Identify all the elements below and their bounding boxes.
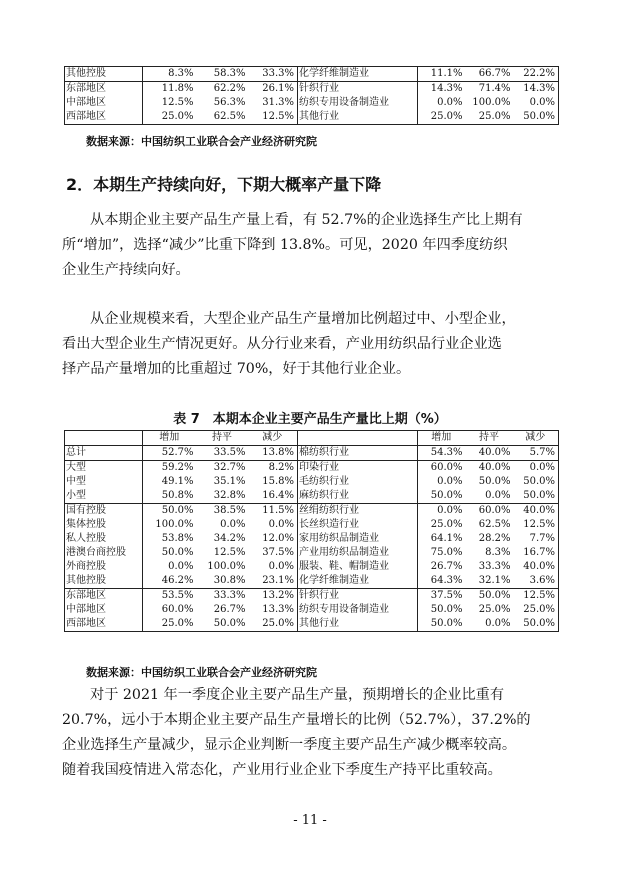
value-cell: 58.3%	[197, 67, 249, 82]
value-cell: 32.8%	[197, 489, 249, 504]
value-cell: 50.0%	[161, 547, 194, 558]
value-cell: 37.5%	[430, 590, 463, 601]
value-cell: 64.3%	[418, 574, 466, 589]
table-row	[65, 617, 559, 632]
value-cell: 0.0%	[514, 96, 559, 110]
column-header: 减少	[249, 431, 298, 446]
value-cell: 0.0%	[249, 518, 298, 532]
value-cell: 50.0%	[430, 604, 463, 615]
value-cell: 28.2%	[478, 533, 511, 544]
paragraph-line: 对于 2021 年一季度企业主要产品生产量，预期增长的企业比重有	[90, 687, 505, 703]
value-cell: 52.7%	[143, 446, 197, 461]
value-cell: 37.5%	[249, 546, 298, 560]
row-label-cell: 私人控股	[65, 532, 143, 546]
value-cell: 30.8%	[197, 574, 249, 589]
paragraph-line: 从企业规模来看，大型企业产品生产量增加比例超过中、小型企业，	[90, 311, 516, 327]
value-cell: 32.1%	[466, 574, 514, 589]
row-label-cell: 针织行业	[298, 82, 418, 97]
row-label-cell: 集体控股	[65, 518, 143, 532]
value-cell: 50.0%	[514, 475, 559, 489]
value-cell: 40.0%	[478, 462, 511, 473]
page-number: - 11 -	[293, 813, 327, 828]
value-cell: 50.0%	[418, 489, 466, 504]
value-cell: 25.0%	[418, 110, 466, 125]
row-label-cell: 大型	[65, 461, 143, 476]
value-cell: 8.3%	[143, 67, 197, 82]
value-cell: 66.7%	[466, 67, 514, 82]
value-cell: 12.5%	[514, 518, 559, 532]
table-row	[65, 532, 559, 546]
value-cell: 40.0%	[466, 446, 514, 461]
table-row	[65, 67, 559, 82]
data-source-note: 数据来源：中国纺织工业联合会产业经济研究院	[86, 135, 317, 148]
value-cell: 31.3%	[249, 96, 298, 110]
row-label-cell: 麻纺织行业	[298, 489, 418, 504]
row-label-cell: 东部地区	[65, 589, 143, 604]
value-cell: 59.2%	[161, 462, 194, 473]
value-cell: 25.0%	[478, 604, 511, 615]
row-label-cell: 其他行业	[298, 617, 418, 632]
paragraph-1	[62, 208, 562, 283]
data-source-note: 数据来源：中国纺织工业联合会产业经济研究院	[86, 666, 317, 679]
value-cell: 50.0%	[514, 617, 559, 632]
value-cell: 3.6%	[514, 574, 559, 589]
value-cell: 0.0%	[168, 561, 194, 572]
row-label-cell: 长丝织造行业	[298, 518, 418, 532]
table7-caption: 表 7 本期本企业主要产品生产量比上期（%）	[173, 412, 447, 427]
value-cell: 33.3%	[249, 67, 298, 82]
paragraph-3	[62, 683, 562, 783]
row-label-cell: 针织行业	[298, 589, 418, 604]
value-cell: 60.0%	[161, 604, 194, 615]
value-cell: 12.5%	[514, 589, 559, 604]
row-label-cell: 国有控股	[65, 504, 143, 519]
value-cell: 50.0%	[197, 617, 249, 632]
value-cell: 0.0%	[437, 505, 463, 516]
value-cell: 26.7%	[430, 561, 463, 572]
value-cell: 33.5%	[197, 446, 249, 461]
value-cell: 16.4%	[249, 489, 298, 504]
column-header: 增加	[143, 431, 197, 446]
row-label-cell: 其他控股	[65, 67, 143, 82]
value-cell: 53.8%	[161, 533, 194, 544]
value-cell: 56.3%	[213, 97, 246, 108]
paragraph-line: 企业选择生产量减少，显示企业判断一季度主要产品生产减少概率较高。	[62, 737, 517, 753]
table-row	[65, 560, 559, 574]
value-cell: 8.2%	[249, 461, 298, 476]
value-cell: 35.1%	[213, 476, 246, 487]
table-row	[65, 446, 559, 461]
row-label-cell: 化学纤维制造业	[298, 574, 418, 589]
value-cell: 62.5%	[478, 519, 511, 530]
table6-tail	[64, 66, 559, 125]
value-cell: 14.3%	[430, 83, 463, 94]
row-label-cell: 东部地区	[65, 82, 143, 97]
row-label-cell: 中型	[65, 475, 143, 489]
row-label-cell: 棉纺织行业	[298, 446, 418, 461]
value-cell: 11.1%	[418, 67, 466, 82]
value-cell: 5.7%	[514, 446, 559, 461]
row-label-cell: 西部地区	[65, 110, 143, 125]
table-row	[65, 475, 559, 489]
value-cell: 0.0%	[220, 519, 246, 530]
value-cell: 7.7%	[514, 532, 559, 546]
value-cell: 14.3%	[514, 82, 559, 97]
column-header	[65, 431, 143, 446]
value-cell: 75.0%	[430, 547, 463, 558]
row-label-cell: 纺织专用设备制造业	[298, 96, 418, 110]
value-cell: 100.0%	[472, 97, 511, 108]
column-header: 持平	[466, 431, 514, 446]
value-cell: 100.0%	[155, 519, 194, 530]
paragraph-line: 企业生产持续向好。	[62, 262, 190, 278]
value-cell: 34.2%	[213, 533, 246, 544]
paragraph-line: 择产品产量增加的比重超过 70%，好于其他行业企业。	[62, 361, 411, 377]
value-cell: 0.0%	[249, 560, 298, 574]
value-cell: 0.0%	[466, 617, 514, 632]
value-cell: 100.0%	[207, 561, 246, 572]
table7	[64, 430, 559, 632]
value-cell: 22.2%	[514, 67, 559, 82]
value-cell: 11.8%	[161, 83, 194, 94]
column-header: 增加	[418, 431, 466, 446]
value-cell: 60.0%	[478, 505, 511, 516]
value-cell: 49.1%	[161, 476, 194, 487]
value-cell: 62.5%	[197, 110, 249, 125]
value-cell: 25.0%	[249, 617, 298, 632]
value-cell: 32.7%	[213, 462, 246, 473]
value-cell: 54.3%	[418, 446, 466, 461]
header-row	[65, 431, 559, 446]
value-cell: 46.2%	[143, 574, 197, 589]
table7-body	[65, 446, 559, 632]
value-cell: 25.0%	[143, 617, 197, 632]
value-cell: 40.0%	[514, 504, 559, 519]
value-cell: 50.0%	[514, 110, 559, 125]
value-cell: 13.3%	[249, 603, 298, 617]
value-cell: 50.0%	[478, 590, 511, 601]
row-label-cell: 中部地区	[65, 96, 143, 110]
value-cell: 23.1%	[249, 574, 298, 589]
value-cell: 0.0%	[466, 489, 514, 504]
row-label-cell: 港澳台商控股	[65, 546, 143, 560]
value-cell: 12.5%	[161, 97, 194, 108]
column-header: 持平	[197, 431, 249, 446]
row-label-cell: 总计	[65, 446, 143, 461]
value-cell: 33.3%	[478, 561, 511, 572]
value-cell: 53.5%	[161, 590, 194, 601]
section-heading: 2．本期生产持续向好，下期大概率产量下降	[66, 175, 382, 194]
paragraph-line: 从本期企业主要产品生产量上看，有 52.7%的企业选择生产比上期有	[90, 212, 523, 228]
table7-header	[65, 431, 559, 446]
row-label-cell: 小型	[65, 489, 143, 504]
table-row	[65, 96, 559, 110]
value-cell: 50.8%	[143, 489, 197, 504]
row-label-cell: 化学纤维制造业	[298, 67, 418, 82]
value-cell: 26.1%	[249, 82, 298, 97]
value-cell: 13.2%	[249, 589, 298, 604]
paragraph-2	[62, 307, 562, 382]
table-row	[65, 518, 559, 532]
row-label-cell: 产业用纺织品制造业	[298, 546, 418, 560]
row-label-cell: 其他行业	[298, 110, 418, 125]
paragraph-line: 看出大型企业生产情况更好。从分行业来看，产业用纺织品行业企业选	[62, 336, 502, 352]
row-label-cell: 家用纺织品制造业	[298, 532, 418, 546]
value-cell: 16.7%	[514, 546, 559, 560]
paragraph-line: 随着我国疫情进入常态化，产业用行业企业下季度生产持平比重较高。	[62, 762, 502, 778]
value-cell: 13.8%	[249, 446, 298, 461]
row-label-cell: 毛纺织行业	[298, 475, 418, 489]
value-cell: 11.5%	[249, 504, 298, 519]
row-label-cell: 外商控股	[65, 560, 143, 574]
row-label-cell: 印染行业	[298, 461, 418, 476]
value-cell: 33.3%	[213, 590, 246, 601]
row-label-cell: 中部地区	[65, 603, 143, 617]
row-label-cell: 其他控股	[65, 574, 143, 589]
value-cell: 8.3%	[485, 547, 511, 558]
paragraph-line: 所“增加”，选择“减少”比重下降到 13.8%。可见，2020 年四季度纺织	[62, 237, 508, 253]
value-cell: 50.0%	[514, 489, 559, 504]
row-label-cell: 西部地区	[65, 617, 143, 632]
value-cell: 40.0%	[514, 560, 559, 574]
value-cell: 12.5%	[249, 110, 298, 125]
value-cell: 12.5%	[213, 547, 246, 558]
table-row	[65, 589, 559, 604]
table-row	[65, 461, 559, 476]
table6-body	[65, 67, 559, 125]
paragraph-line: 20.7%，远小于本期企业主要产品生产量增长的比例（52.7%），37.2%的	[62, 712, 531, 728]
value-cell: 0.0%	[437, 476, 463, 487]
table-row	[65, 489, 559, 504]
value-cell: 64.1%	[430, 533, 463, 544]
row-label-cell: 纺织专用设备制造业	[298, 603, 418, 617]
column-header	[298, 431, 418, 446]
value-cell: 25.0%	[430, 519, 463, 530]
value-cell: 50.0%	[161, 505, 194, 516]
value-cell: 26.7%	[213, 604, 246, 615]
table-row	[65, 574, 559, 589]
row-label-cell: 丝绢纺织行业	[298, 504, 418, 519]
value-cell: 0.0%	[514, 461, 559, 476]
table-row	[65, 546, 559, 560]
value-cell: 12.0%	[249, 532, 298, 546]
value-cell: 50.0%	[418, 617, 466, 632]
value-cell: 62.2%	[213, 83, 246, 94]
value-cell: 38.5%	[213, 505, 246, 516]
value-cell: 25.0%	[466, 110, 514, 125]
value-cell: 60.0%	[430, 462, 463, 473]
table-row	[65, 603, 559, 617]
value-cell: 71.4%	[478, 83, 511, 94]
value-cell: 50.0%	[478, 476, 511, 487]
value-cell: 15.8%	[249, 475, 298, 489]
table-row	[65, 504, 559, 519]
value-cell: 0.0%	[437, 97, 463, 108]
table-row	[65, 110, 559, 125]
table-row	[65, 82, 559, 97]
value-cell: 25.0%	[143, 110, 197, 125]
column-header: 减少	[514, 431, 559, 446]
row-label-cell: 服装、鞋、帽制造业	[298, 560, 418, 574]
value-cell: 25.0%	[514, 603, 559, 617]
